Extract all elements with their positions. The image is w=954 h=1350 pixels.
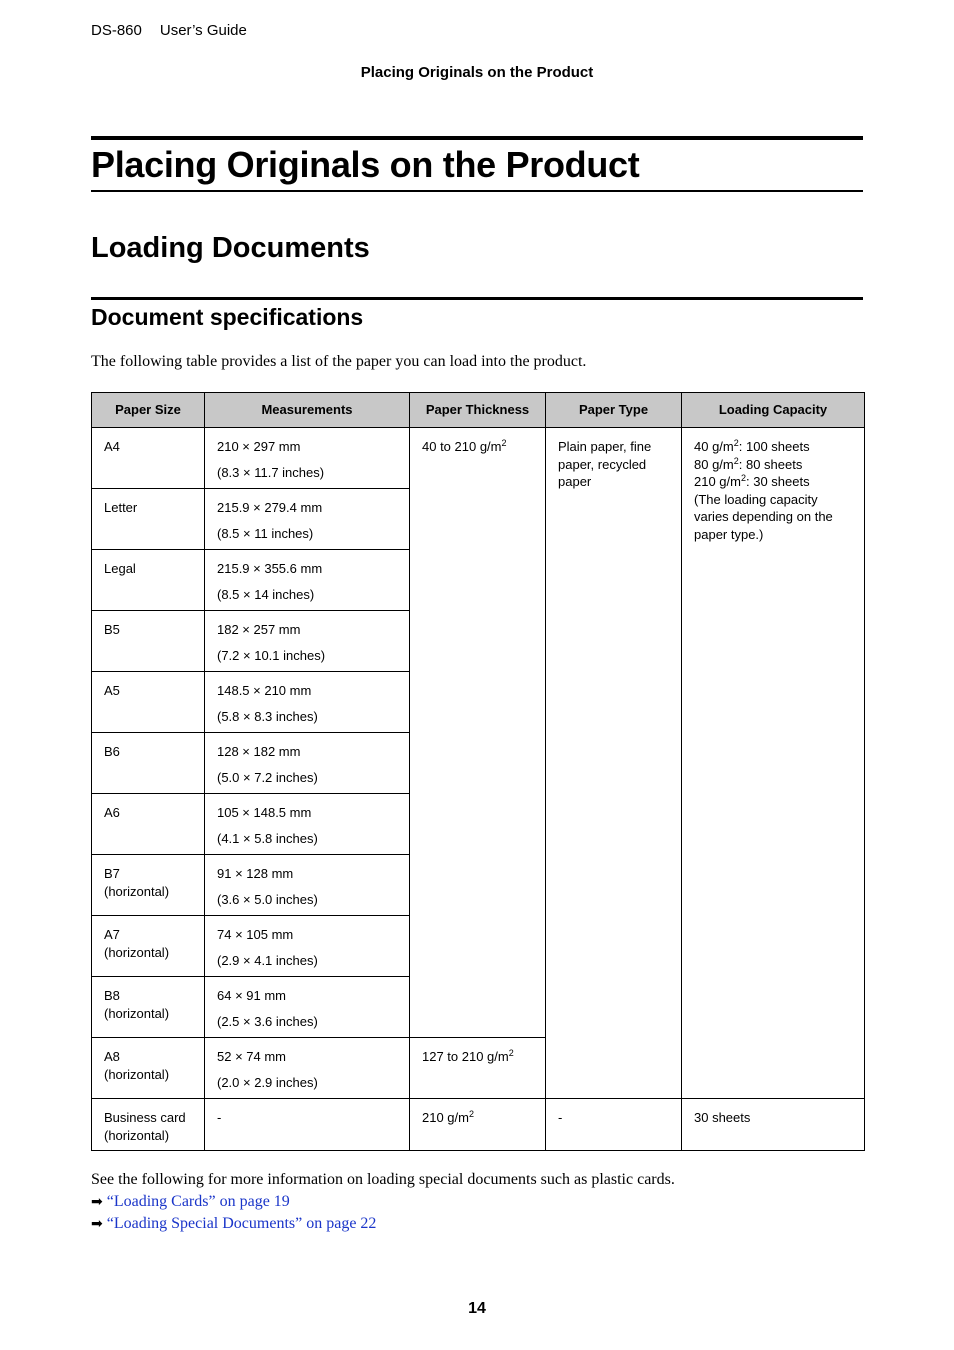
arrow-right-icon: ➡ [91, 1216, 103, 1232]
measurement-cell: 91 × 128 mm (3.6 × 5.0 inches) [205, 855, 410, 916]
size-cell: B6 [92, 733, 205, 794]
page-number: 14 [468, 1300, 486, 1317]
header-measurements: Measurements [205, 393, 410, 428]
link-loading-special-documents[interactable] [91, 1213, 675, 1235]
running-header [91, 22, 247, 39]
loading-capacity-cell: 30 sheets [682, 1099, 865, 1151]
size-cell: B5 [92, 611, 205, 672]
thickness-cell-a8: 127 to 210 $g/m^2$ [410, 1038, 546, 1099]
related-info [91, 1169, 675, 1235]
measurement-cell: 105 × 148.5 mm (4.1 × 5.8 inches) [205, 794, 410, 855]
measurement-cell: 74 × 105 mm (2.9 × 4.1 inches) [205, 916, 410, 977]
size-cell: B7 (horizontal) [92, 855, 205, 916]
title-rule-top [91, 136, 863, 140]
measurement-cell: 64 × 91 mm (2.5 × 3.6 inches) [205, 977, 410, 1038]
link-loading-cards[interactable] [91, 1191, 675, 1213]
link-text[interactable]: “Loading Special Documents” on page 22 [106, 1215, 377, 1232]
size-cell: A8 (horizontal) [92, 1038, 205, 1099]
measurement-cell: 215.9 × 279.4 mm (8.5 × 11 inches) [205, 489, 410, 550]
title-rule-bottom [91, 190, 863, 192]
header-paper-size: Paper Size [92, 393, 205, 428]
document-spec-table [91, 392, 865, 1151]
subsection-rule [91, 297, 863, 300]
paper-type-cell: - [546, 1099, 682, 1151]
header-loading-capacity: Loading Capacity [682, 393, 865, 428]
arrow-right-icon: ➡ [91, 1194, 103, 1210]
size-cell: A7 (horizontal) [92, 916, 205, 977]
paper-type-cell: Plain paper, fine paper, recycled paper [546, 428, 682, 1099]
table-row-business-card [92, 1099, 865, 1151]
table-row [92, 428, 865, 489]
size-cell: Legal [92, 550, 205, 611]
loading-capacity-cell: 40 $g/m^2$: 100 sheets 80 $g/m^2$: 80 sheets 210 $g/m^2$: 30 sheets (The loading capacity varies depending on the paper type.) [682, 428, 865, 1099]
size-cell: Letter [92, 489, 205, 550]
table-header-row [92, 393, 865, 428]
thickness-cell: 210 $g/m^2$ [410, 1099, 546, 1151]
size-cell: A4 [92, 428, 205, 489]
subsection-heading: Document specifications [91, 304, 364, 330]
intro-paragraph: The following table provides a list of the paper you can load into the product. [91, 353, 587, 370]
running-section-title: Placing Originals on the Product [360, 64, 594, 81]
product-name: DS-860 [91, 22, 142, 39]
measurement-cell: 128 × 182 mm (5.0 × 7.2 inches) [205, 733, 410, 794]
size-cell: B8 (horizontal) [92, 977, 205, 1038]
measurement-cell: 210 × 297 mm (8.3 × 11.7 inches) [205, 428, 410, 489]
measurement-cell: 215.9 × 355.6 mm (8.5 × 14 inches) [205, 550, 410, 611]
link-text[interactable]: “Loading Cards” on page 19 [106, 1193, 290, 1210]
guide-name: User’s Guide [159, 22, 247, 39]
page-title: Placing Originals on the Product [91, 144, 640, 185]
size-cell: A5 [92, 672, 205, 733]
measurement-cell: - [205, 1099, 410, 1151]
header-paper-thickness: Paper Thickness [410, 393, 546, 428]
header-paper-type: Paper Type [546, 393, 682, 428]
size-cell: A6 [92, 794, 205, 855]
section-heading: Loading Documents [91, 232, 370, 264]
size-cell: Business card (horizontal) [92, 1099, 205, 1151]
thickness-cell: 40 to 210 $g/m^2$ [410, 428, 546, 1038]
measurement-cell: 182 × 257 mm (7.2 × 10.1 inches) [205, 611, 410, 672]
related-info-text: See the following for more information on loading special documents such as plastic cards. [91, 1171, 675, 1188]
measurement-cell: 148.5 × 210 mm (5.8 × 8.3 inches) [205, 672, 410, 733]
measurement-cell: 52 × 74 mm (2.0 × 2.9 inches) [205, 1038, 410, 1099]
